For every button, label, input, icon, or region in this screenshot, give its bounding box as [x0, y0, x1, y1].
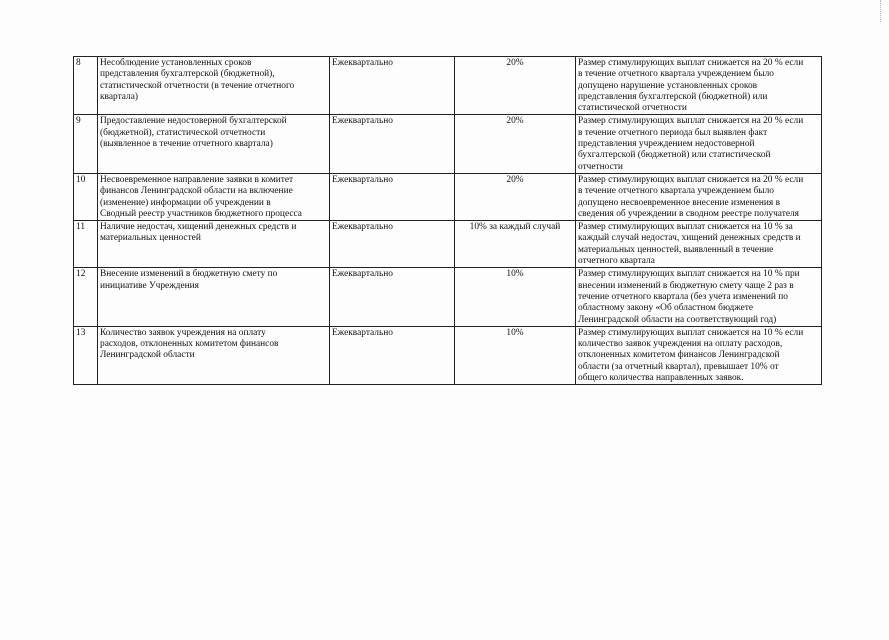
criterion-name-line: (выявленное в течение отчетного квартала) [100, 139, 273, 150]
description-line: общего количества направленных заявок. [578, 373, 744, 384]
period: Ежеквартально [330, 326, 455, 384]
row-number: 10 [74, 173, 98, 220]
reduction-value: 20% [455, 173, 576, 220]
reduction-value: 20% [455, 115, 576, 173]
criterion-name-line: Предоставление недостоверной бухгалтерской [100, 116, 287, 127]
criterion-name [98, 326, 330, 384]
description-line: в течение отчетного периода был выявлен факт [578, 127, 768, 138]
period: Ежеквартально [330, 115, 455, 173]
period: Ежеквартально [330, 268, 455, 326]
description-line: внесении изменений в бюджетную смету чаще 2 раз в [578, 280, 794, 291]
row-number: 13 [74, 326, 98, 384]
table-row [74, 326, 822, 384]
criterion-name-line: представления бухгалтерской (бюджетной), [100, 69, 275, 80]
description-line: каждый случай недостач, хищений денежных средств и [578, 233, 801, 244]
description-line: Размер стимулирующих выплат снижается на 10 % если [578, 327, 804, 338]
criterion-description [576, 173, 822, 220]
criterion-description [576, 326, 822, 384]
reduction-value: 10% за каждый случай [455, 221, 576, 268]
criteria-table [73, 56, 822, 385]
description-line: течение отчетного квартала (без учета изменений по [578, 291, 788, 302]
description-line: Размер стимулирующих выплат снижается на 20 % если [578, 58, 804, 68]
criterion-name-line: (бюджетной), статистической отчетности [100, 127, 266, 138]
reduction-value: 20% [455, 57, 576, 115]
description-line: Ленинградской области на соответствующий год) [578, 314, 777, 325]
row-number: 8 [74, 57, 98, 115]
criterion-description [576, 115, 822, 173]
criterion-name-line: Несвоевременное направление заявки в комитет [100, 174, 294, 185]
description-line: сведения об учреждении в сводном реестре получателя [578, 208, 799, 219]
description-line: Размер стимулирующих выплат снижается на 10 % за [578, 222, 793, 233]
description-line: Размер стимулирующих выплат снижается на 20 % если [578, 116, 804, 127]
description-line: области (за отчетный квартал), превышает 10% от [578, 361, 779, 372]
description-line: представления бухгалтерской (бюджетной) или [578, 91, 768, 102]
description-line: бухгалтерской (бюджетной) или статистической [578, 150, 771, 161]
description-line: количество заявок учреждения на оплату расходов, [578, 339, 783, 350]
criterion-name-line: Количество заявок учреждения на оплату [100, 327, 266, 338]
reduction-value: 10% [455, 268, 576, 326]
criterion-description [576, 268, 822, 326]
criterion-name-line: расходов, отклоненных комитетом финансов [100, 339, 279, 350]
reduction-value: 10% [455, 326, 576, 384]
description-line: допущено несвоевременное внесение изменения в [578, 197, 780, 208]
criterion-name [98, 173, 330, 220]
criterion-name-line: Сводный реестр участников бюджетного процесса [100, 208, 302, 219]
table-row [74, 115, 822, 173]
description-line: Размер стимулирующих выплат снижается на 20 % если [578, 174, 804, 185]
criterion-name-line: Наличие недостач, хищений денежных средств и [100, 222, 297, 233]
criterion-name [98, 115, 330, 173]
criterion-name [98, 221, 330, 268]
scan-margin-mark [880, 0, 885, 22]
table-row [74, 221, 822, 268]
description-line: отчетного квартала [578, 256, 655, 267]
criterion-name-line: (изменение) информации об учреждении в [100, 197, 271, 208]
table-row [74, 173, 822, 220]
description-line: отчетности [578, 161, 623, 172]
description-line: допущено нарушение установленных сроков [578, 80, 758, 91]
description-line: Размер стимулирующих выплат снижается на 10 % при [578, 269, 800, 280]
description-line: отклоненных комитетом финансов Ленинградской [578, 350, 780, 361]
criterion-name-line: материальных ценностей [100, 233, 201, 244]
criterion-name-line: Несоблюдение установленных сроков [100, 58, 252, 68]
table-row [74, 57, 822, 115]
criterion-name-line: Внесение изменений в бюджетную смету по [100, 269, 278, 280]
criterion-name [98, 57, 330, 115]
criterion-name-line: статистической отчетности (в течение отчетного [100, 80, 295, 91]
description-line: статистической отчетности [578, 103, 687, 114]
criterion-description [576, 57, 822, 115]
description-line: в течение отчетного квартала учреждением было [578, 69, 774, 80]
period: Ежеквартально [330, 221, 455, 268]
table-row [74, 268, 822, 326]
description-line: в течение отчетного квартала учреждением было [578, 186, 774, 197]
criterion-name-line: квартала) [100, 91, 138, 102]
row-number: 12 [74, 268, 98, 326]
criteria-table-body [74, 57, 822, 385]
period: Ежеквартально [330, 173, 455, 220]
row-number: 9 [74, 115, 98, 173]
description-line: областному закону «Об областном бюджете [578, 303, 754, 314]
criterion-name-line: Ленинградской области [100, 350, 195, 361]
criterion-description [576, 221, 822, 268]
description-line: материальных ценностей, выявленный в течение [578, 244, 774, 255]
period: Ежеквартально [330, 57, 455, 115]
criterion-name-line: инициативе Учреждения [100, 280, 199, 291]
criterion-name [98, 268, 330, 326]
description-line: представления учреждением недостоверной [578, 139, 755, 150]
criterion-name-line: финансов Ленинградской области на включение [100, 186, 293, 197]
row-number: 11 [74, 221, 98, 268]
